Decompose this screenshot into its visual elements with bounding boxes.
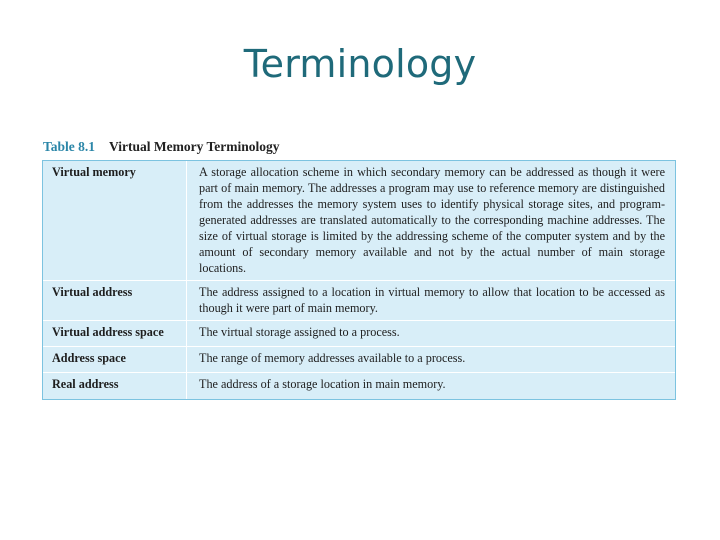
definition-cell: The range of memory addresses available to a process. [187, 346, 676, 372]
definition-cell: The address assigned to a location in virtual memory to allow that location to be accessed as though it were part of main memory. [187, 281, 676, 320]
table-number: Table 8.1 [43, 139, 96, 154]
term-cell: Address space [43, 346, 187, 372]
table-row [43, 346, 675, 372]
table-caption-text: Virtual Memory Terminology [109, 139, 280, 154]
definition-cell: The address of a storage location in main memory. [199, 377, 446, 392]
table-row [43, 161, 675, 281]
slide-title: Terminology [243, 42, 477, 86]
table-row [43, 320, 675, 346]
term-cell: Virtual address space [43, 320, 187, 346]
term-cell: Virtual memory [43, 161, 187, 281]
table-caption [43, 139, 280, 155]
definition-cell: The virtual storage assigned to a process. [187, 320, 676, 346]
table-row [43, 281, 675, 320]
term-cell: Virtual address [43, 281, 187, 320]
term-cell: Real address [43, 373, 187, 399]
definition-cell: A storage allocation scheme in which secondary memory can be addressed as though it were part of main memory. The addresses a program may use to reference memory are distinguished from the addresses the memory system uses to identify physical storage sites, and program-generated addresses are translated automatically to the corresponding machine addresses. The size of virtual storage is limited by the addressing scheme of the computer system and by the amount of secondary memory available and not by the actual number of main storage locations. [187, 161, 676, 281]
terminology-table-grid [43, 161, 675, 399]
table-row [43, 373, 675, 399]
terminology-table [42, 160, 676, 400]
